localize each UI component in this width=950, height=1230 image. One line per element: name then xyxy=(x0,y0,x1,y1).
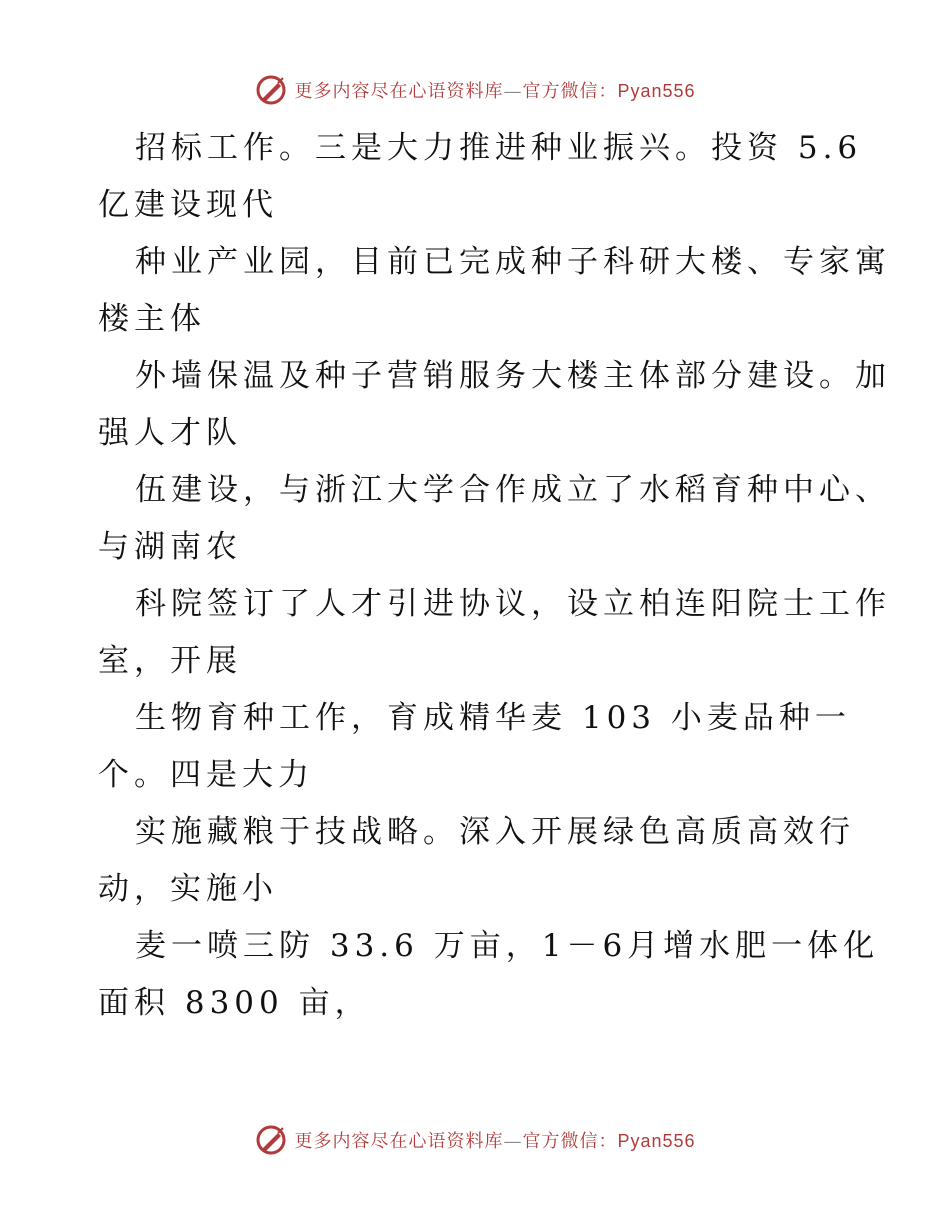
paragraph-line: 伍建设，与浙江大学合作成立了水稻育种中心、 xyxy=(135,472,891,508)
paragraph-line: 招标工作。三是大力推进种业振兴。投资 5.6 xyxy=(135,130,863,166)
paragraph-line: 科院签订了人才引进协议，设立柏连阳院士工作 xyxy=(135,586,891,622)
watermark-wechat-id: Pyan556 xyxy=(617,81,696,101)
document-body xyxy=(98,120,891,1032)
watermark-brand: 更多内容尽在心语资料库 xyxy=(294,1131,504,1152)
watermark-text xyxy=(294,1127,695,1153)
paragraph-line: 个。四是大力 xyxy=(98,757,314,793)
watermark-wechat-id: Pyan556 xyxy=(617,1131,696,1151)
paragraph-line: 动，实施小 xyxy=(98,871,278,907)
watermark-dash: — xyxy=(503,1131,523,1152)
watermark-brand: 更多内容尽在心语资料库 xyxy=(294,81,504,102)
paragraph-line: 强人才队 xyxy=(98,415,242,451)
paragraph-line: 麦一喷三防 33.6 万亩，1－6月增水肥一体化 xyxy=(135,928,880,964)
watermark-wechat-label: 官方微信： xyxy=(522,81,618,102)
paragraph-line: 楼主体 xyxy=(98,301,206,337)
paragraph-line: 生物育种工作，育成精华麦 103 小麦品种一 xyxy=(135,700,851,736)
quill-pen-logo-icon xyxy=(254,1123,288,1157)
watermark-wechat-label: 官方微信： xyxy=(522,1131,618,1152)
footer-watermark xyxy=(0,1120,950,1160)
paragraph-line: 种业产业园，目前已完成种子科研大楼、专家寓 xyxy=(135,244,891,280)
paragraph-line: 室，开展 xyxy=(98,643,242,679)
paragraph-line: 面积 8300 亩， xyxy=(98,985,371,1021)
watermark-text xyxy=(294,77,695,103)
paragraph-line: 实施藏粮于技战略。深入开展绿色高质高效行 xyxy=(135,814,855,850)
header-watermark xyxy=(0,70,950,110)
paragraph-line: 与湖南农 xyxy=(98,529,242,565)
watermark-dash: — xyxy=(503,81,523,102)
quill-pen-logo-icon xyxy=(254,73,288,107)
paragraph-line: 亿建设现代 xyxy=(98,187,278,223)
paragraph-line: 外墙保温及种子营销服务大楼主体部分建设。加 xyxy=(135,358,891,394)
